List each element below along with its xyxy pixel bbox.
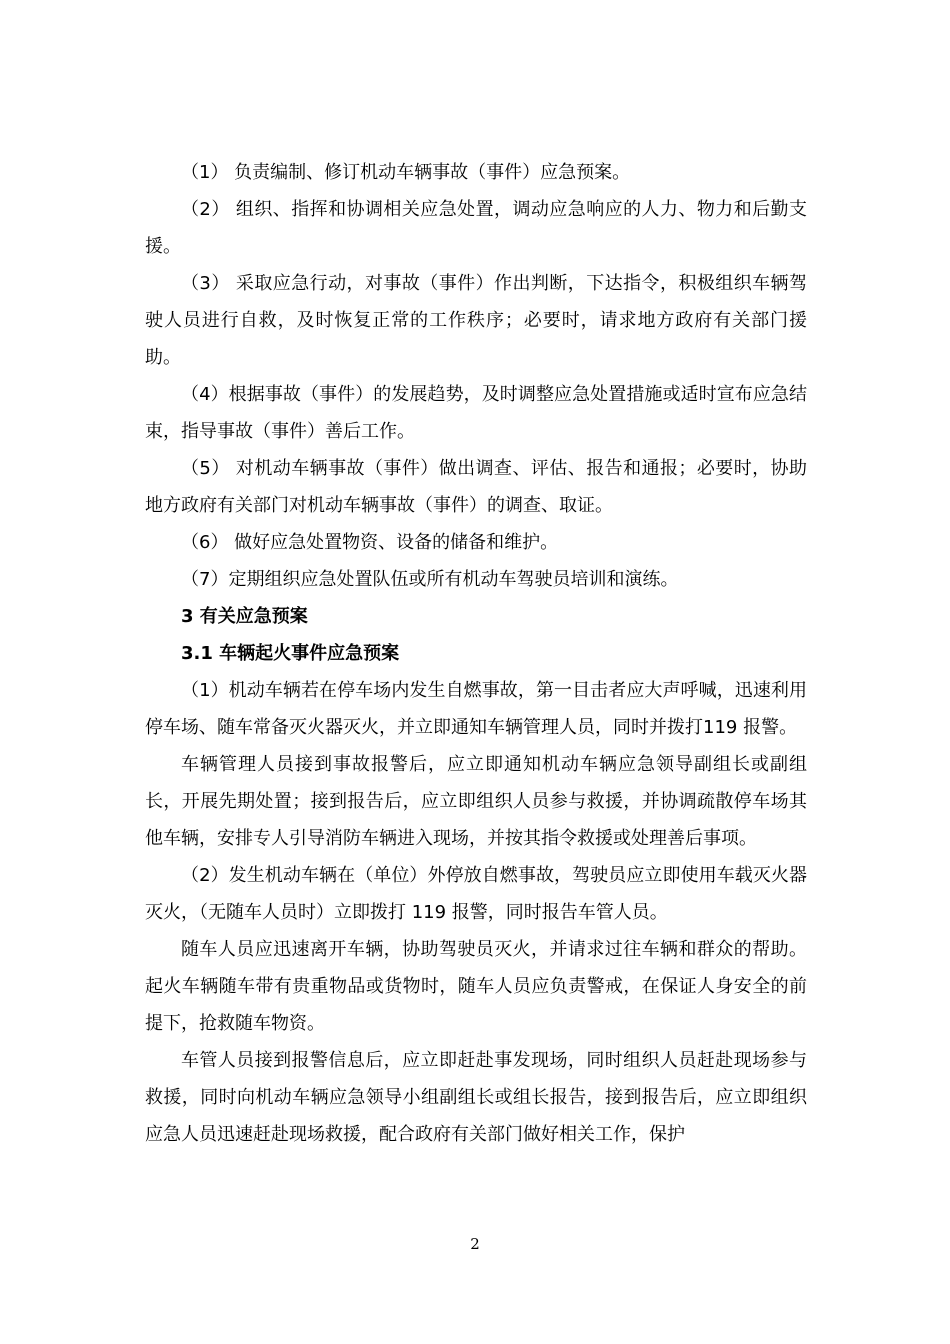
paragraph-duty-6: （6） 做好应急处置物资、设备的储备和维护。: [181, 532, 559, 553]
page-number: 2: [470, 1235, 480, 1253]
paragraph-duty-1: （1） 负责编制、修订机动车辆事故（事件）应急预案。: [181, 162, 631, 183]
paragraph-duty-7: （7）定期组织应急处置队伍或所有机动车驾驶员培训和演练。: [181, 569, 679, 590]
paragraph-duty-5: （5） 对机动车辆事故（事件）做出调查、评估、报告和通报；必要时，协助地方政府有关部门对机动车辆事故（事件）的调查、取证。: [145, 458, 807, 516]
paragraph-fire-1: （1）机动车辆若在停车场内发生自燃事故，第一目击者应大声呼喊，迅速利用停车场、随车常备灭火器灭火，并立即通知车辆管理人员，同时并拨打119 报警。: [145, 680, 807, 738]
paragraph-duty-3: （3） 采取应急行动，对事故（事件）作出判断，下达指令，积极组织车辆驾驶人员进行自救，及时恢复正常的工作秩序；必要时，请求地方政府有关部门援助。: [145, 273, 807, 368]
section-heading: 3 有关应急预案: [181, 606, 308, 627]
page-body: [145, 154, 807, 1153]
paragraph-fire-passengers: 随车人员应迅速离开车辆，协助驾驶员灭火，并请求过往车辆和群众的帮助。起火车辆随车带有贵重物品或货物时，随车人员应负责警戒，在保证人身安全的前提下，抢救随车物资。: [145, 939, 807, 1034]
paragraph-duty-2: （2） 组织、指挥和协调相关应急处置，调动应急响应的人力、物力和后勤支援。: [145, 199, 807, 257]
subsection-heading: 3.1 车辆起火事件应急预案: [181, 643, 400, 664]
paragraph-fire-manager: 车辆管理人员接到事故报警后，应立即通知机动车辆应急领导副组长或副组长，开展先期处置；接到报告后，应立即组织人员参与救援，并协调疏散停车场其他车辆，安排专人引导消防车辆进入现场，并按其指令救援或处理善后事项。: [145, 754, 807, 849]
paragraph-fire-2: （2）发生机动车辆在（单位）外停放自燃事故，驾驶员应立即使用车载灭火器灭火，（无随车人员时）立即拨打 119 报警，同时报告车管人员。: [145, 865, 807, 923]
paragraph-fire-vehicle-manager: 车管人员接到报警信息后，应立即赶赴事发现场，同时组织人员赶赴现场参与救援，同时向机动车辆应急领导小组副组长或组长报告，接到报告后，应立即组织应急人员迅速赶赴现场救援，配合政府有关部门做好相关工作，保护: [145, 1050, 807, 1145]
paragraph-duty-4: （4）根据事故（事件）的发展趋势，及时调整应急处置措施或适时宣布应急结束，指导事故（事件）善后工作。: [145, 384, 807, 442]
